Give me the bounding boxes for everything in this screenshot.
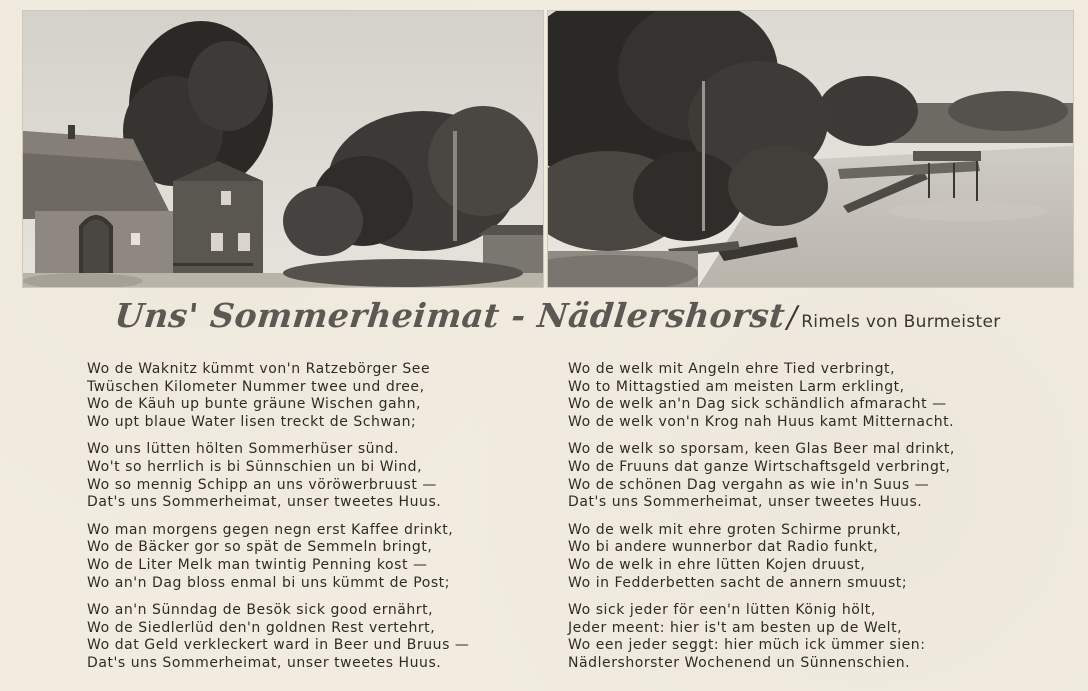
- poem-heading: [112, 296, 1075, 350]
- poem-author: Rimels von Burmeister: [801, 312, 1001, 332]
- stanza: [87, 602, 537, 672]
- poem-line: Wo in Fedderbetten sacht de annern smuust;: [568, 574, 908, 591]
- stanza: [87, 522, 537, 592]
- poem-line: Wo de schönen Dag vergahn as wie in'n Suus —: [568, 476, 930, 493]
- poem-line: Wo so mennig Schipp an uns vöröwerbruust —: [87, 476, 437, 493]
- poem-line: Wo de Fruuns dat ganze Wirtschaftsgeld verbringt,: [568, 458, 951, 475]
- poem-line: Wo an'n Sünndag de Besök sick good ernährt,: [87, 602, 434, 619]
- poem-line: Dat's uns Sommerheimat, unser tweetes Huus.: [87, 654, 442, 671]
- poem-line: Wo de Waknitz kümmt von'n Ratzebörger See: [87, 361, 431, 377]
- poem-line: Dat's uns Sommerheimat, unser tweetes Huus.: [568, 494, 923, 511]
- poem-line: Wo upt blaue Water lisen treckt de Schwan;: [87, 413, 417, 430]
- poem-line: Wo de Liter Melk man twintig Penning kost —: [87, 556, 428, 573]
- poem-line: Wo de Siedlerlüd den'n goldnen Rest vertehrt,: [87, 619, 436, 636]
- poem-line: Wo an'n Dag bloss enmal bi uns kümmt de Post;: [87, 574, 450, 591]
- poem-line: Wo de welk mit ehre groten Schirme prunkt,: [568, 521, 902, 538]
- poem-line: Dat's uns Sommerheimat, unser tweetes Huus.: [87, 494, 442, 511]
- poem-line: Wo to Mittagstied am meisten Larm erklingt,: [568, 378, 905, 395]
- poem-title: Uns' Sommerheimat - Nädlershorst: [112, 296, 788, 335]
- farmhouse-with-tree-icon: [23, 11, 543, 287]
- poem-column-left: [87, 361, 537, 683]
- title-separator: /: [787, 300, 798, 335]
- poem-column-right: [568, 361, 1073, 683]
- poem-line: Wo't so herrlich is bi Sünnschien un bi Wind,: [87, 458, 423, 475]
- stanza: [87, 361, 537, 431]
- poem-line: Jeder meent: hier is't am besten up de Welt,: [568, 619, 903, 636]
- stanza: [568, 361, 1073, 431]
- stanza: [87, 441, 537, 511]
- poem-line: Wo de welk an'n Dag sick schändlich afmaracht —: [568, 396, 947, 413]
- poem-line: Wo de welk von'n Krog nah Huus kamt Mitternacht.: [568, 413, 955, 430]
- stanza: [568, 441, 1073, 511]
- poem-line: Twüschen Kilometer Nummer twee und dree,: [87, 378, 425, 395]
- lake-with-boat-jetty-photo: [547, 10, 1074, 288]
- stanza: [568, 522, 1073, 592]
- poem-line: Wo bi andere wunnerbor dat Radio funkt,: [568, 539, 879, 556]
- poem-line: Nädlershorster Wochenend un Sünnenschien.: [568, 654, 911, 671]
- lake-with-boat-jetty-icon: [548, 11, 1073, 287]
- poem-line: Wo de welk in ehre lütten Kojen druust,: [568, 556, 866, 573]
- poem-line: Wo man morgens gegen negn erst Kaffee drinkt,: [87, 521, 454, 538]
- poem-line: Wo uns lütten hölten Sommerhüser sünd.: [87, 441, 399, 458]
- poem-line: Wo de Bäcker gor so spät de Semmeln bringt,: [87, 539, 433, 556]
- farmhouse-with-tree-photo: [22, 10, 544, 288]
- poem-line: Wo dat Geld verkleckert ward in Beer und Bruus —: [87, 637, 470, 654]
- stanza: [568, 602, 1073, 672]
- poem-line: Wo de welk mit Angeln ehre Tied verbringt,: [568, 361, 896, 377]
- poem-line: Wo sick jeder för een'n lütten König hölt,: [568, 602, 876, 619]
- poem-line: Wo de welk so sporsam, keen Glas Beer mal drinkt,: [568, 441, 955, 458]
- poem-line: Wo een jeder seggt: hier müch ick ümmer sien:: [568, 637, 926, 654]
- poem-line: Wo de Käuh up bunte gräune Wischen gahn,: [87, 396, 422, 413]
